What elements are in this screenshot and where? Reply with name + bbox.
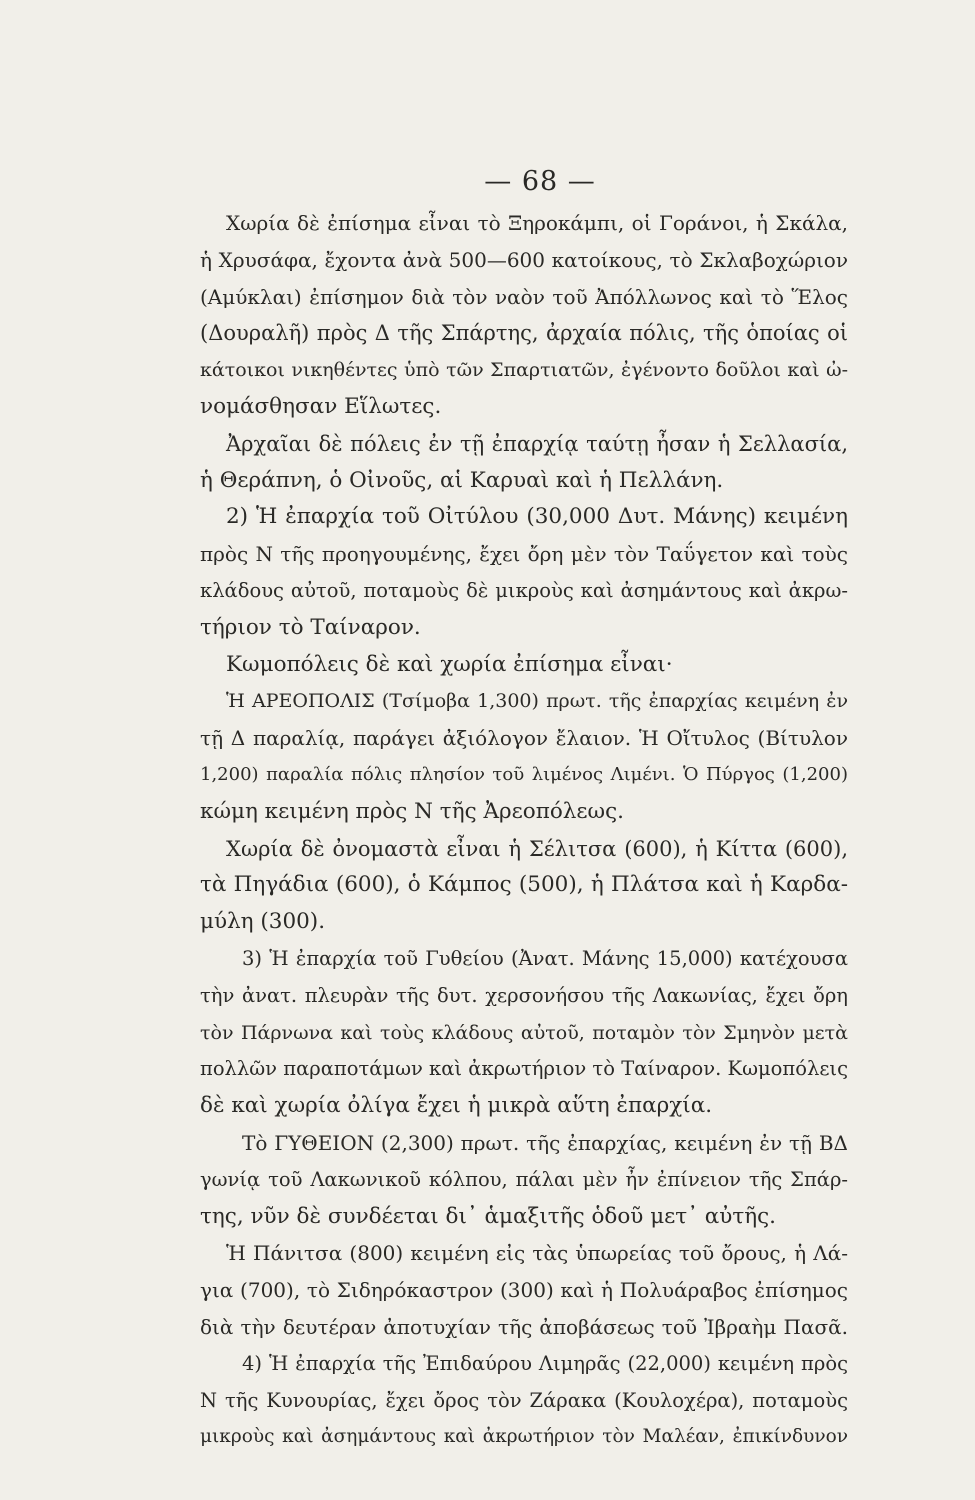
text-line: 1,200) παραλία πόλις πλησίον τοῦ λιμένος Λιμένι. Ὁ Πύργος (1,200) <box>200 763 848 785</box>
text-line: Κωμοπόλεις δὲ καὶ χωρία ἐπίσημα εἶναι· <box>226 651 673 677</box>
text-line: για (700), τὸ Σιδηρόκαστρον (300) καὶ ἡ Πολυάραβος ἐπίσημος <box>200 1278 848 1303</box>
body-text <box>200 205 848 1456</box>
page-number: — 68 — <box>484 166 596 197</box>
text-line: 4) Ἡ ἐπαρχία τῆς Ἐπιδαύρου Λιμηρᾶς (22,000) κειμένη πρὸς <box>242 1351 848 1375</box>
text-line: γωνίᾳ τοῦ Λακωνικοῦ κόλπου, πάλαι μὲν ἦν ἐπίνειον τῆς Σπάρ- <box>200 1167 848 1191</box>
text-line: μικροὺς καὶ ἀσημάντους καὶ ἀκρωτήριον τὸν Μαλέαν, ἐπικίνδυνον <box>200 1426 848 1448</box>
text-line: κώμη κειμένη πρὸς Ν τῆς Ἀρεοπόλεως. <box>200 798 624 824</box>
text-line: μύλη (300). <box>200 909 326 935</box>
text-line: Ν τῆς Κυνουρίας, ἔχει ὄρος τὸν Ζάρακα (Κουλοχέρα), ποταμοὺς <box>200 1388 848 1412</box>
text-line: της, νῦν δὲ συνδέεται δι᾽ ἁμαξιτῆς ὁδοῦ μετ᾽ αὐτῆς. <box>200 1203 777 1229</box>
text-line: 2) Ἡ ἐπαρχία τοῦ Οἰτύλου (30,000 Δυτ. Μάνης) κειμένη <box>226 504 848 530</box>
text-line: 3) Ἡ ἐπαρχία τοῦ Γυθείου (Ἀνατ. Μάνης 15,000) κατέχουσα <box>242 946 848 970</box>
text-line: ἡ Χρυσάφα, ἔχοντα ἀνὰ 500—600 κατοίκους, τὸ Σκλαβοχώριον <box>200 247 848 272</box>
text-line: Ἀρχαῖαι δὲ πόλεις ἐν τῇ ἐπαρχίᾳ ταύτῃ ἦσαν ἡ Σελλασία, <box>226 431 848 456</box>
text-line: τὴν ἀνατ. πλευρὰν τῆς δυτ. χερσονήσου τῆς Λακωνίας, ἔχει ὄρη <box>200 983 848 1007</box>
text-line: ἡ Θεράπνη, ὁ Οἰνοῦς, αἱ Καρυαὶ καὶ ἡ Πελλάνη. <box>200 467 724 493</box>
text-line: τῇ Δ παραλίᾳ, παράγει ἀξιόλογον ἔλαιον. Ἡ Οἴτυλος (Βίτυλον <box>200 726 848 751</box>
text-line: κάτοικοι νικηθέντες ὑπὸ τῶν Σπαρτιατῶν, ἐγένοντο δοῦλοι καὶ ὠ- <box>200 359 848 382</box>
text-line: τήριον τὸ Ταίναρον. <box>200 614 421 640</box>
text-line: κλάδους αὐτοῦ, ποταμοὺς δὲ μικροὺς καὶ ἀσημάντους καὶ ἀκρω- <box>200 578 848 602</box>
text-line: διὰ τὴν δευτέραν ἀποτυχίαν τῆς ἀποβάσεως τοῦ Ἰβραὴμ Πασᾶ. <box>200 1314 848 1339</box>
text-line: Χωρία δὲ ὀνομαστὰ εἶναι ἡ Σέλιτσα (600), ἡ Κίττα (600), <box>226 836 848 861</box>
text-line: Τὸ ΓΥΘΕΙΟΝ (2,300) πρωτ. τῆς ἐπαρχίας, κειμένη ἐν τῇ ΒΔ <box>242 1130 848 1155</box>
text-line: Ἡ Πάνιτσα (800) κειμένη εἰς τὰς ὑπωρείας τοῦ ὄρους, ἡ Λά- <box>226 1241 848 1266</box>
text-line: δὲ καὶ χωρία ὀλίγα ἔχει ἡ μικρὰ αὕτη ἐπαρχία. <box>200 1093 713 1119</box>
text-line: (Δουραλῆ) πρὸς Δ τῆς Σπάρτης, ἀρχαία πόλις, τῆς ὁποίας οἱ <box>200 321 848 346</box>
text-line: Ἡ ΑΡΕΟΠΟΛΙΣ (Τσίμοβα 1,300) πρωτ. τῆς ἐπαρχίας κειμένη ἐν <box>226 690 848 713</box>
text-line: νομάσθησαν Εἵλωτες. <box>200 393 442 419</box>
text-line: Χωρία δὲ ἐπίσημα εἶναι τὸ Ξηροκάμπι, οἱ Γοράνοι, ἡ Σκάλα, <box>226 211 848 235</box>
text-line: τὰ Πηγάδια (600), ὁ Κάμπος (500), ἡ Πλάτσα καὶ ἡ Καρδα- <box>200 872 848 898</box>
text-line: (Αμύκλαι) ἐπίσημον διὰ τὸν ναὸν τοῦ Ἀπόλλωνος καὶ τὸ Ἕλος <box>200 284 848 309</box>
text-line: πρὸς Ν τῆς προηγουμένης, ἔχει ὄρη μὲν τὸν Ταΰγετον καὶ τοὺς <box>200 542 848 567</box>
text-line: τὸν Πάρνωνα καὶ τοὺς κλάδους αὐτοῦ, ποταμὸν τὸν Σμηνὸν μετὰ <box>200 1021 848 1044</box>
text-line: πολλῶν παραποτάμων καὶ ἀκρωτήριον τὸ Ταίναρον. Κωμοπόλεις <box>200 1057 848 1081</box>
